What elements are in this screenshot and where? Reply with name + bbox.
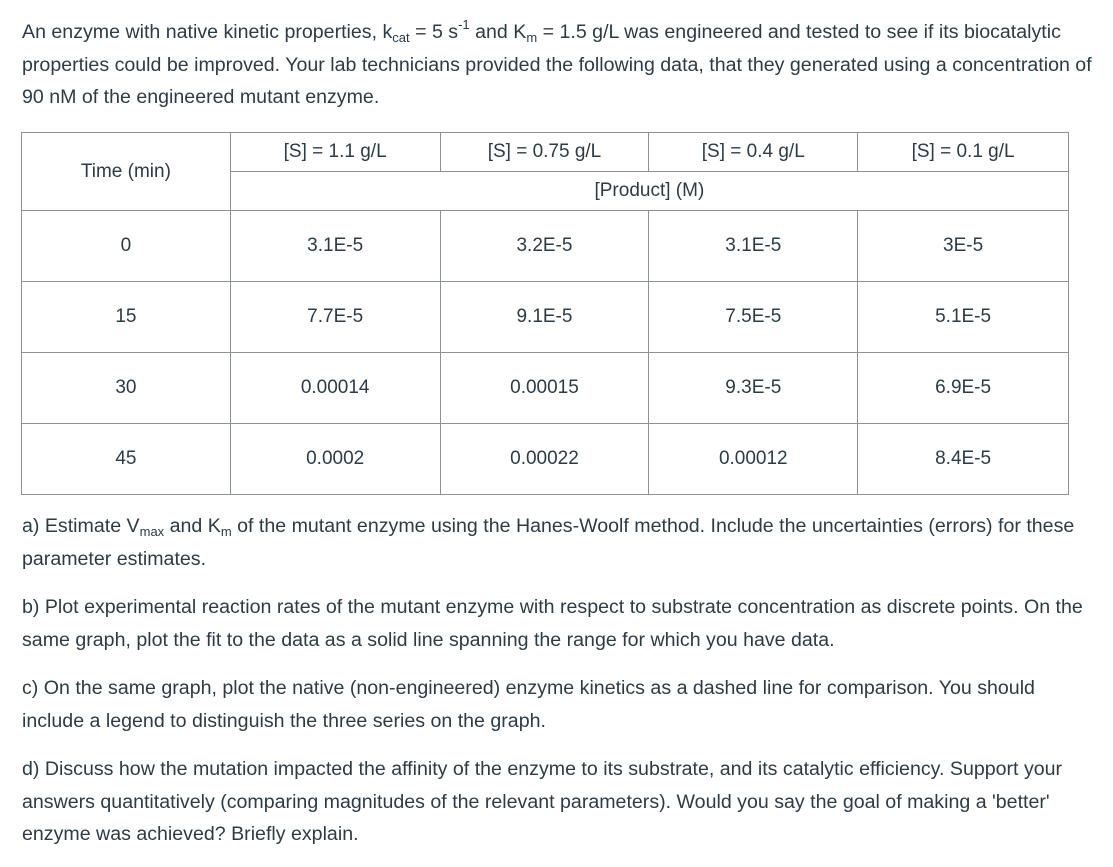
intro-text-3: and K: [469, 21, 527, 43]
question-a-text-1: a) Estimate V: [22, 515, 140, 537]
value-cell: 8.4E-5: [858, 424, 1069, 495]
question-b: b) Plot experimental reaction rates of the mutant enzyme with respect to substrate concentration as discrete points. On the same graph, plot the fit to the data as a solid line spanning the range for which you have data.: [22, 596, 1083, 651]
table-row: [22, 211, 1069, 282]
value-cell: 3.2E-5: [440, 211, 649, 282]
substrate-header-4: [S] = 0.1 g/L: [858, 133, 1069, 172]
question-a: [22, 510, 1097, 575]
substrate-header-1: [S] = 1.1 g/L: [230, 133, 440, 172]
table-row: [22, 424, 1069, 495]
table-header-row: [22, 133, 1069, 172]
time-cell: 45: [22, 424, 231, 495]
value-cell: 0.0002: [230, 424, 440, 495]
value-cell: 0.00015: [440, 353, 649, 424]
value-cell: 0.00022: [440, 424, 649, 495]
value-cell: 0.00012: [649, 424, 858, 495]
time-cell: 0: [22, 211, 231, 282]
value-cell: 0.00014: [230, 353, 440, 424]
value-cell: 9.1E-5: [440, 282, 649, 353]
substrate-header-3: [S] = 0.4 g/L: [649, 133, 858, 172]
question-c: c) On the same graph, plot the native (non-engineered) enzyme kinetics as a dashed line for comparison. You should include a legend to distinguish the three series on the graph.: [22, 677, 1035, 732]
time-column-header: Time (min): [22, 133, 231, 211]
table-row: [22, 353, 1069, 424]
vmax-subscript: max: [139, 524, 165, 539]
value-cell: 3.1E-5: [649, 211, 858, 282]
time-cell: 30: [22, 353, 231, 424]
intro-text-2: = 5 s: [409, 21, 459, 43]
value-cell: 3E-5: [858, 211, 1069, 282]
questions-section: [22, 510, 1097, 867]
product-unit-header: [Product] (M): [230, 172, 1068, 211]
question-a-text-3: of the mutant enzyme using the Hanes-Woolf method. Include the uncertainties (errors) for these parameter estimates.: [22, 515, 1075, 570]
substrate-header-2: [S] = 0.75 g/L: [440, 133, 649, 172]
kcat-subscript: cat: [392, 30, 410, 45]
time-cell: 15: [22, 282, 231, 353]
intro-text-1: An enzyme with native kinetic properties, k: [22, 21, 393, 43]
value-cell: 5.1E-5: [858, 282, 1069, 353]
per-second-superscript: -1: [458, 17, 470, 32]
question-d: d) Discuss how the mutation impacted the affinity of the enzyme to its substrate, and its catalytic efficiency. Support your answers quantitatively (comparing magnitudes of the relevant parameters). Would you say the goal of making a 'better' enzyme was achieved? Briefly explain.: [22, 758, 1063, 845]
problem-intro: [22, 16, 1097, 114]
value-cell: 9.3E-5: [649, 353, 858, 424]
km-subscript: m: [526, 30, 538, 45]
value-cell: 6.9E-5: [858, 353, 1069, 424]
value-cell: 7.5E-5: [649, 282, 858, 353]
value-cell: 7.7E-5: [230, 282, 440, 353]
km-subscript: m: [220, 524, 232, 539]
question-a-text-2: and K: [164, 515, 221, 537]
table-row: [22, 282, 1069, 353]
intro-text-4: = 1.5 g/L was engineered and tested to see if its biocatalytic properties could be improved. Your lab technicians provided the following data, that they generated using a concentration of 90 nM of the engineered mutant enzyme.: [22, 21, 1092, 108]
value-cell: 3.1E-5: [230, 211, 440, 282]
kinetics-data-table: [21, 132, 1069, 495]
